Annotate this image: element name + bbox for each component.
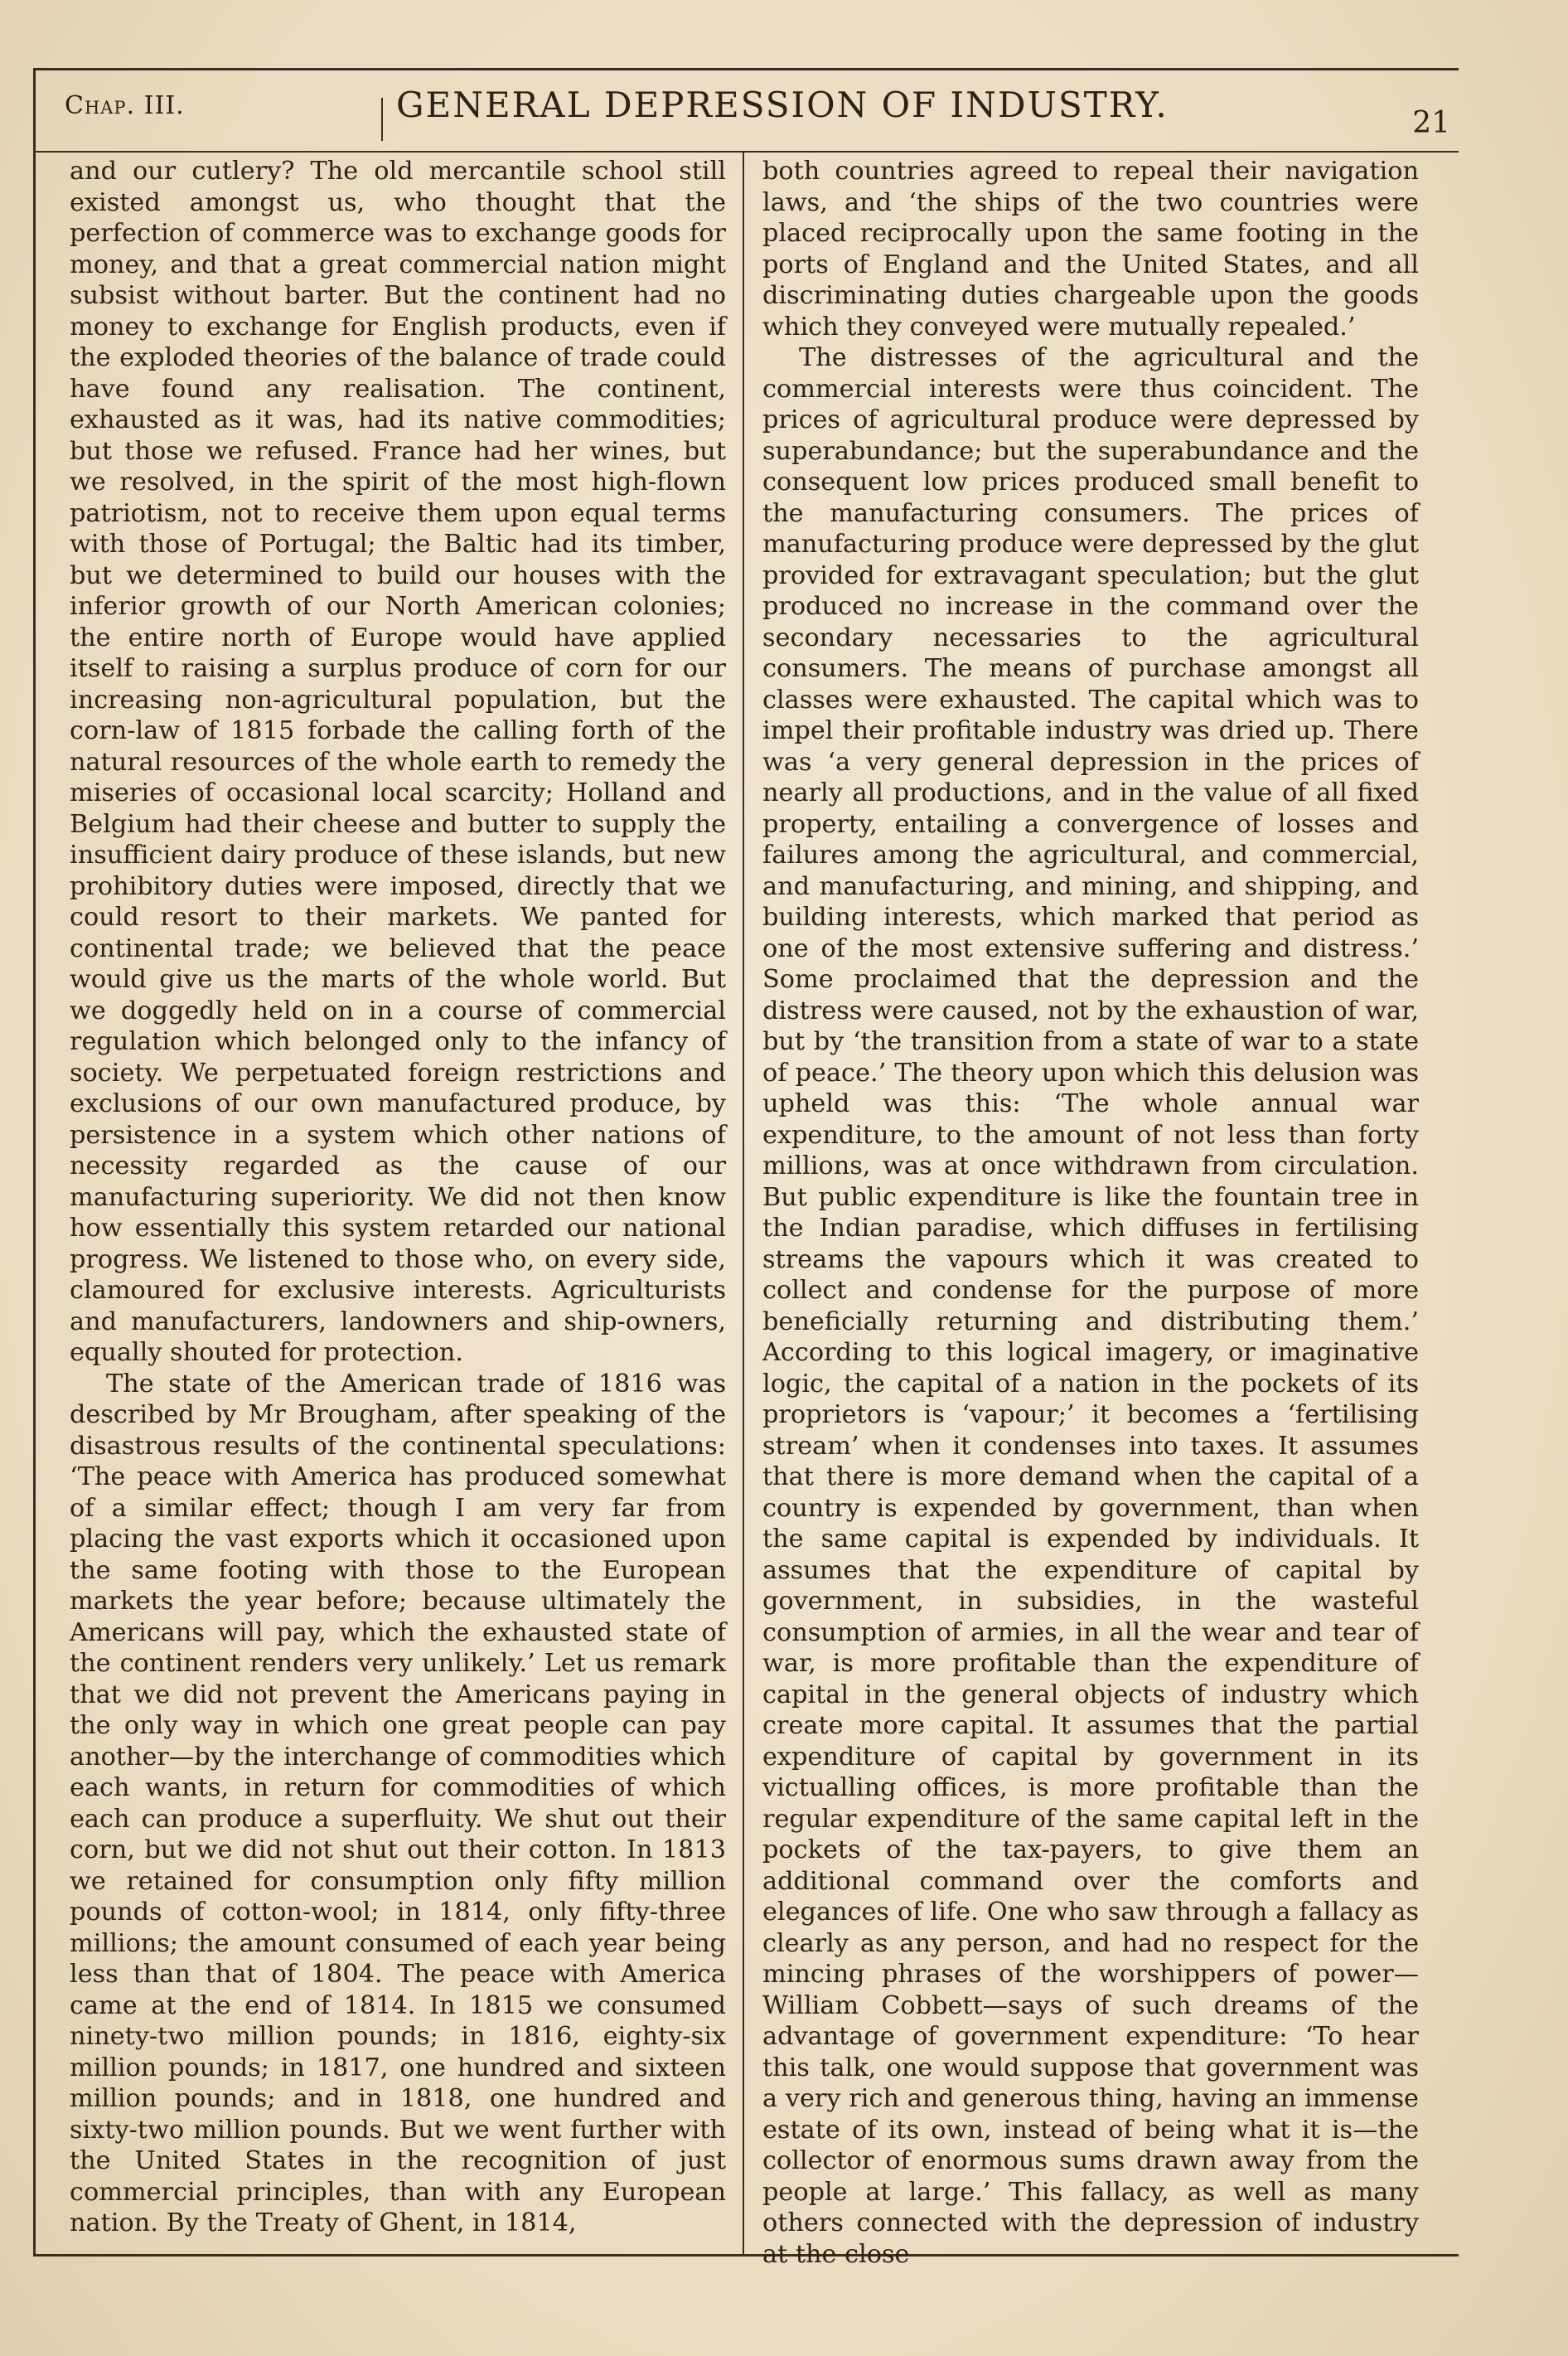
column-divider [743, 153, 744, 2255]
right-column [762, 156, 1419, 2270]
left-column [70, 156, 726, 2239]
top-frame-rule [33, 68, 1459, 70]
page-number: 21 [1412, 106, 1450, 140]
chapter-label: Chap. III. [65, 91, 185, 120]
paragraph: and our cutlery? The old mercantile school still existed amongst us, who thought that the perfection of commerce was to exchange goods for money, and that a great commercial nation might subsist without barter. But the continent had no money to exchange for English products, even if the exploded theories of the balance of trade could have found any realisation. The continent, exhausted as it was, had its native commodities; but those we refused. France had her wines, but we resolved, in the spirit of the most high-flown patriotism, not to receive them upon equal terms with those of Portugal; the Baltic had its timber, but we determined to build our houses with the inferior growth of our North American colonies; the entire north of Europe would have applied itself to raising a surplus produce of corn for our increasing non-agricultural population, but the corn-law of 1815 forbade the calling forth of the natural resources of the whole earth to remedy the miseries of occasional local scarcity; Holland and Belgium had their cheese and butter to supply the insufficient dairy produce of these islands, but new prohibitory duties were imposed, directly that we could resort to their markets. We panted for continental trade; we believed that the peace would give us the marts of the whole world. But we doggedly held on in a course of commercial regulation which belonged only to the infancy of society. We perpetuated foreign restrictions and exclusions of our own manufactured produce, by persistence in a system which other nations of necessity regarded as the cause of our manufacturing superiority. We did not then know how essentially this system retarded our national progress. We listened to those who, on every side, clamoured for exclusive interests. Agriculturists and manufacturers, landowners and ship-owners, equally shouted for protection. [70, 157, 726, 1367]
paragraph: both countries agreed to repeal their navigation laws, and ‘the ships of the two countries were placed reciprocally upon the same footing in the ports of England and the United States, and all discriminating duties chargeable upon the goods which they conveyed were mutually repealed.’ [762, 157, 1419, 342]
paragraph: The state of the American trade of 1816 was described by Mr Brougham, after speaking of the disastrous results of the continental speculations: ‘The peace with America has produced somewhat of a similar effect; though I am very far from placing the vast exports which it occasioned upon the same footing with those to the European markets the year before; because ultimately the Americans will pay, which the exhausted state of the continent renders very unlikely.’ Let us remark that we did not prevent the Americans paying in the only way in which one great people can pay another—by the interchange of commodities which each wants, in return for commodities of which each can produce a superfluity. We shut out their corn, but we did not shut out their cotton. In 1813 we retained for consumption only fifty million pounds of cotton-wool; in 1814, only fifty-three millions; the amount consumed of each year being less than that of 1804. The peace with America came at the end of 1814. In 1815 we consumed ninety-two million pounds; in 1816, eighty-six million pounds; in 1817, one hundred and sixteen million pounds; and in 1818, one hundred and sixty-two million pounds. But we went further with the United States in the recognition of just commercial principles, than with any European nation. By the Treaty of Ghent, in 1814, [70, 1369, 726, 2237]
left-frame-rule [33, 68, 36, 2257]
running-title: GENERAL DEPRESSION OF INDUSTRY. [396, 85, 1169, 125]
paragraph: The distresses of the agricultural and the commercial interests were thus coincident. The prices of agricultural produce were depressed by superabundance; but the superabundance and the consequent low prices produced small benefit to the manufacturing consumers. The prices of manufacturing produce were depressed by the glut provided for extravagant speculation; but the glut produced no increase in the command over the secondary necessaries to the agricultural consumers. The means of purchase amongst all classes were exhausted. The capital which was to impel their profitable industry was dried up. There was ‘a very general depression in the prices of nearly all productions, and in the value of all fixed property, entailing a convergence of losses and failures among the agricultural, and commercial, and manufacturing, and mining, and shipping, and building interests, which marked that period as one of the most extensive suffering and distress.’ Some proclaimed that the depression and the distress were caused, not by the exhaustion of war, but by ‘the transition from a state of war to a state of peace.’ The theory upon which this delusion was upheld was this: ‘The whole annual war expenditure, to the amount of not less than forty millions, was at once withdrawn from circulation. But public expenditure is like the fountain tree in the Indian paradise, which diffuses in fertilising streams the vapours which it was created to collect and condense for the purpose of more beneficially returning and distributing them.’ According to this logical imagery, or imaginative logic, the capital of a nation in the pockets of its proprietors is ‘vapour;’ it becomes a ‘fertilising stream’ when it condenses into taxes. It assumes that there is more demand when the capital of a country is expended by government, than when the same capital is expended by individuals. It assumes that the expenditure of capital by government, in subsidies, in the wasteful consumption of armies, in all the wear and tear of war, is more profitable than the expenditure of capital in the general objects of industry which create more capital. It assumes that the partial expenditure of capital by government in its victualling offices, is more profitable than the regular expenditure of the same capital left in the pockets of the tax-payers, to give them an additional command over the comforts and elegances of life. One who saw through a fallacy as clearly as any person, and had no respect for the mincing phrases of the worshippers of power—William Cobbett—says of such dreams of the advantage of government expenditure: ‘To hear this talk, one would suppose that government was a very rich and generous thing, having an immense estate of its own, instead of being what it is—the collector of enormous sums drawn away from the people at large.’ This fallacy, as well as many others connected with the depression of industry at the close [762, 343, 1419, 2269]
header-divider-1 [381, 98, 383, 141]
header-bottom-rule [33, 151, 1459, 153]
